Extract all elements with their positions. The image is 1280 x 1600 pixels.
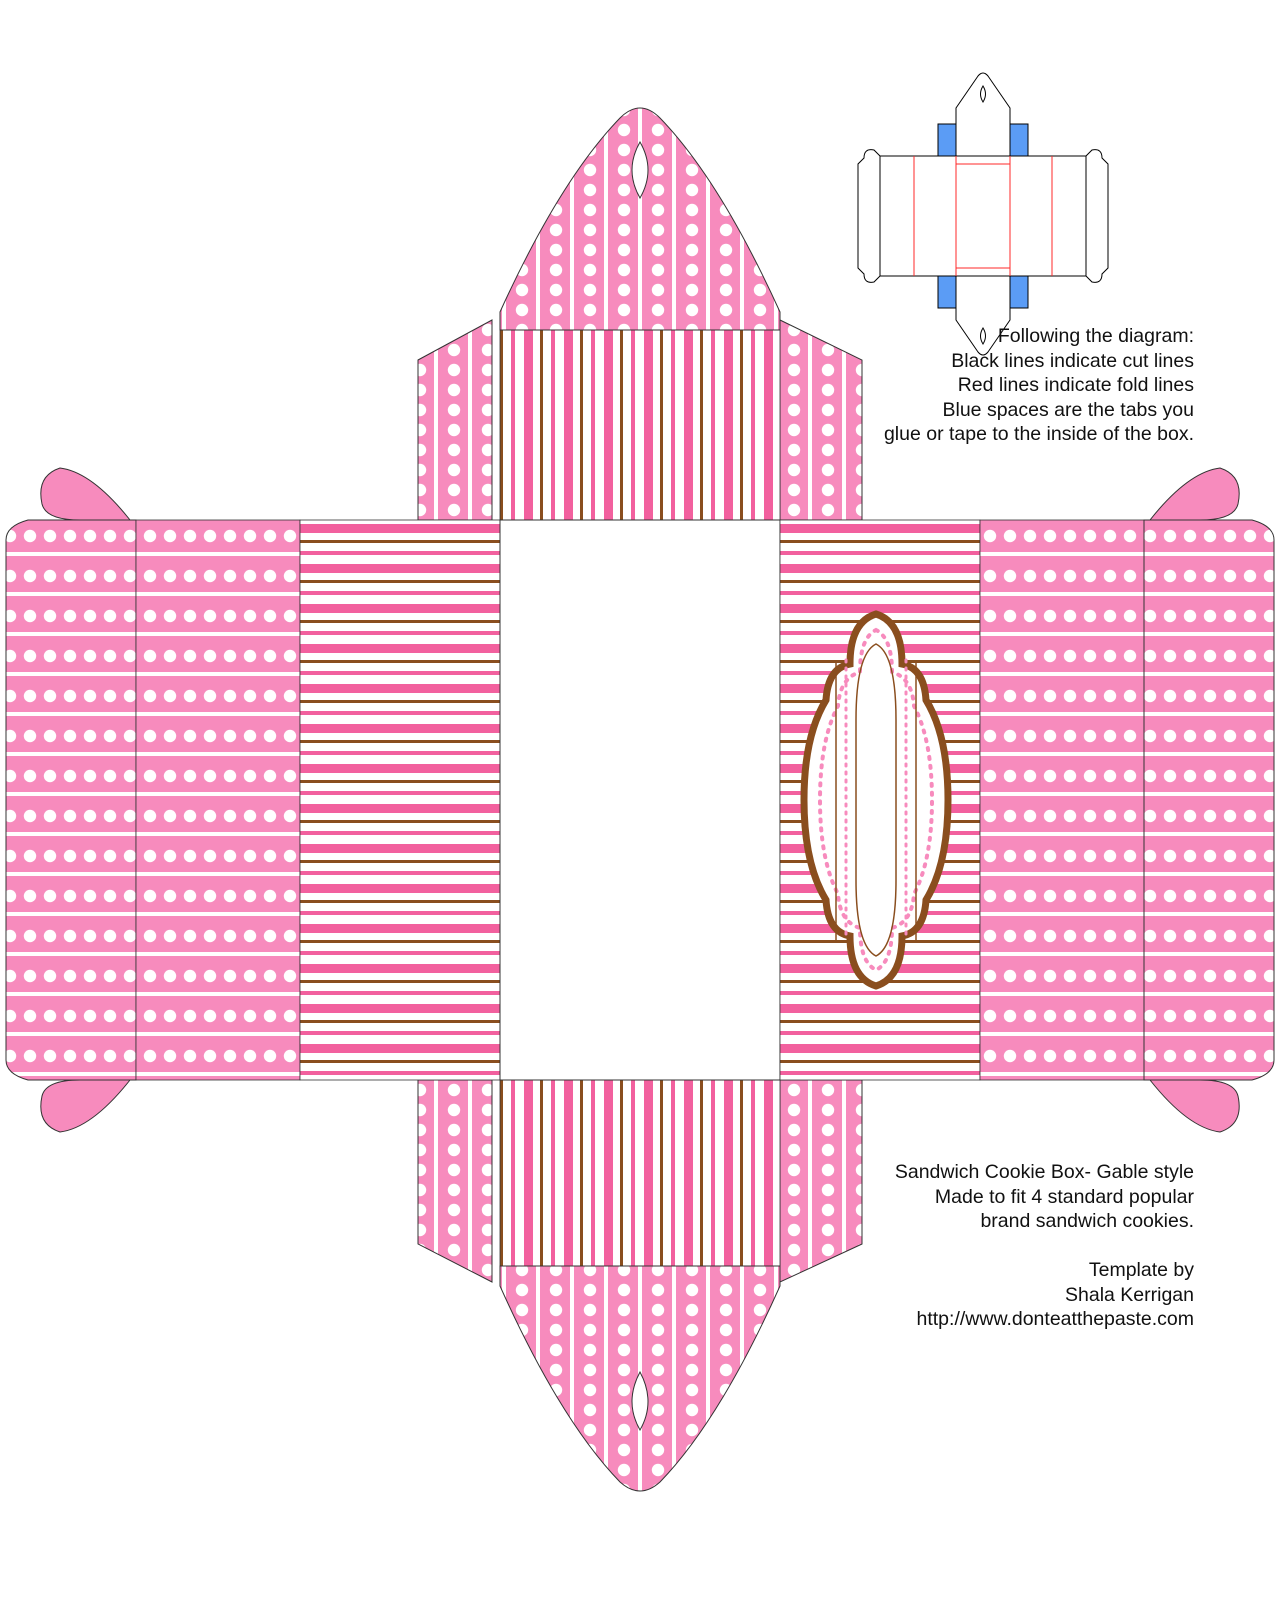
author-url: http://www.donteatthepaste.com	[916, 1308, 1194, 1330]
author-name: Shala Kerrigan	[1065, 1283, 1194, 1306]
instruction-line: glue or tape to the inside of the box.	[883, 423, 1194, 445]
fit-description: Made to fit 4 standard popular	[934, 1185, 1194, 1208]
instruction-line: Red lines indicate fold lines	[957, 374, 1194, 396]
template-title: Sandwich Cookie Box- Gable style	[894, 1161, 1194, 1183]
instruction-line: Following the diagram:	[997, 325, 1194, 347]
instruction-line: Blue spaces are the tabs you	[942, 398, 1194, 421]
fit-description: brand sandwich cookies.	[980, 1210, 1194, 1232]
box-body	[6, 520, 1274, 1080]
top-gable-flap	[418, 108, 862, 520]
folding-diagram	[858, 73, 1108, 355]
credits-block	[895, 1160, 1194, 1332]
template-by-label: Template by	[1088, 1259, 1194, 1281]
instruction-line: Black lines indicate cut lines	[951, 349, 1194, 372]
instructions-block	[884, 324, 1194, 447]
bottom-gable-flap	[418, 1080, 862, 1491]
box-base-panel	[500, 520, 780, 1080]
